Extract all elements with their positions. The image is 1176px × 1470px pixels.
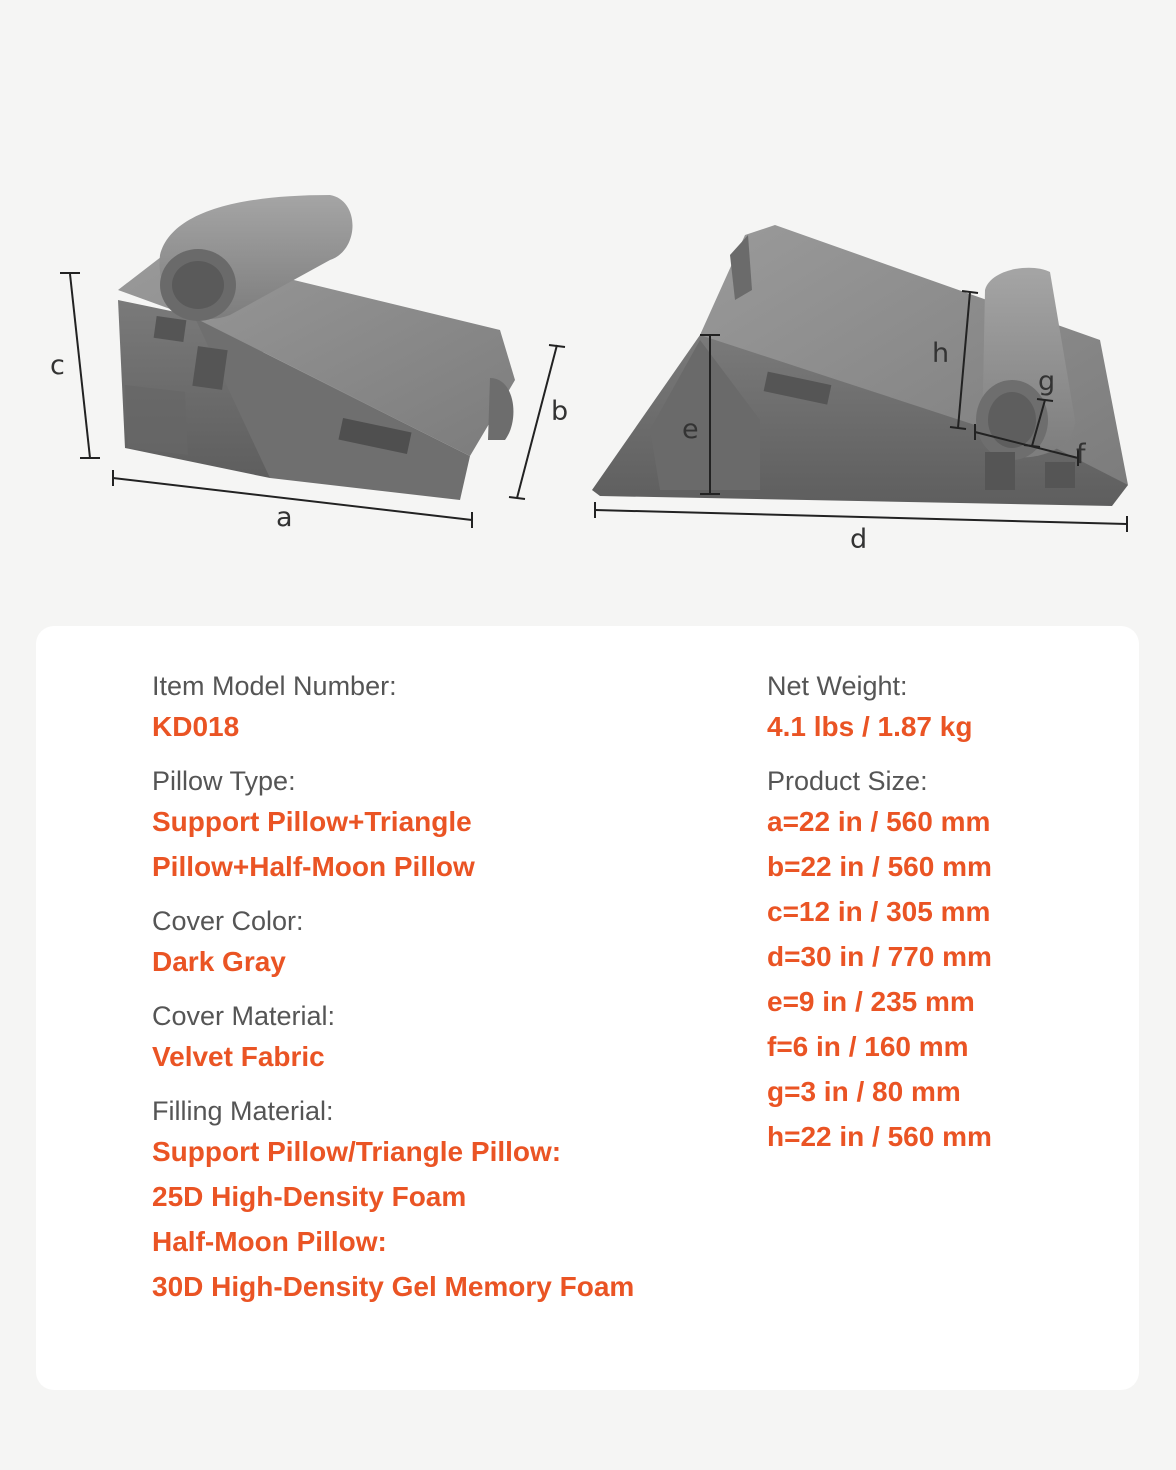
net-weight-label: Net Weight: — [767, 671, 908, 701]
product-dimension-illustration — [0, 0, 1176, 600]
cover-color-label: Cover Color: — [152, 906, 304, 936]
product-size-f: f=6 in / 160 mm — [767, 1031, 969, 1062]
cover-color-value: Dark Gray — [152, 946, 286, 977]
cover-material-label: Cover Material: — [152, 1001, 336, 1031]
dim-label-b: b — [551, 396, 569, 427]
left-wedge-pillow — [118, 195, 515, 500]
product-size-b: b=22 in / 560 mm — [767, 851, 992, 882]
net-weight-value: 4.1 lbs / 1.87 kg — [767, 711, 973, 742]
dim-label-c: c — [50, 350, 65, 381]
dim-label-f: f — [1076, 439, 1086, 470]
spec-model — [152, 668, 634, 749]
filling-label: Filling Material: — [152, 1096, 334, 1126]
filling-value-line: Half-Moon Pillow: — [152, 1226, 387, 1257]
pillow-type-label: Pillow Type: — [152, 766, 296, 796]
product-size-a: a=22 in / 560 mm — [767, 806, 991, 837]
spec-card — [36, 626, 1139, 1390]
pillow-type-value-line: Pillow+Half-Moon Pillow — [152, 851, 475, 882]
spec-column-left — [152, 668, 634, 1323]
product-size-d: d=30 in / 770 mm — [767, 941, 992, 972]
dim-label-g: g — [1038, 366, 1056, 397]
cover-material-value: Velvet Fabric — [152, 1041, 325, 1072]
dim-label-d: d — [850, 524, 868, 555]
product-size-c: c=12 in / 305 mm — [767, 896, 991, 927]
product-size-g: g=3 in / 80 mm — [767, 1076, 961, 1107]
spec-filling-material — [152, 1093, 634, 1309]
spec-pillow-type — [152, 763, 634, 889]
spec-product-size — [767, 763, 992, 1159]
spec-net-weight — [767, 668, 992, 749]
dim-label-h: h — [932, 338, 950, 369]
spec-cover-material — [152, 998, 634, 1079]
model-label: Item Model Number: — [152, 671, 397, 701]
product-size-e: e=9 in / 235 mm — [767, 986, 975, 1017]
product-size-label: Product Size: — [767, 766, 928, 796]
filling-value-line: Support Pillow/Triangle Pillow: — [152, 1136, 562, 1167]
model-value: KD018 — [152, 711, 240, 742]
pillow-type-value-line: Support Pillow+Triangle — [152, 806, 472, 837]
spec-cover-color — [152, 903, 634, 984]
dim-label-a: a — [276, 502, 293, 533]
product-size-h: h=22 in / 560 mm — [767, 1121, 992, 1152]
spec-column-right — [767, 668, 992, 1173]
filling-value-line: 25D High-Density Foam — [152, 1181, 467, 1212]
filling-value-line: 30D High-Density Gel Memory Foam — [152, 1271, 635, 1302]
dim-label-e: e — [682, 414, 699, 445]
